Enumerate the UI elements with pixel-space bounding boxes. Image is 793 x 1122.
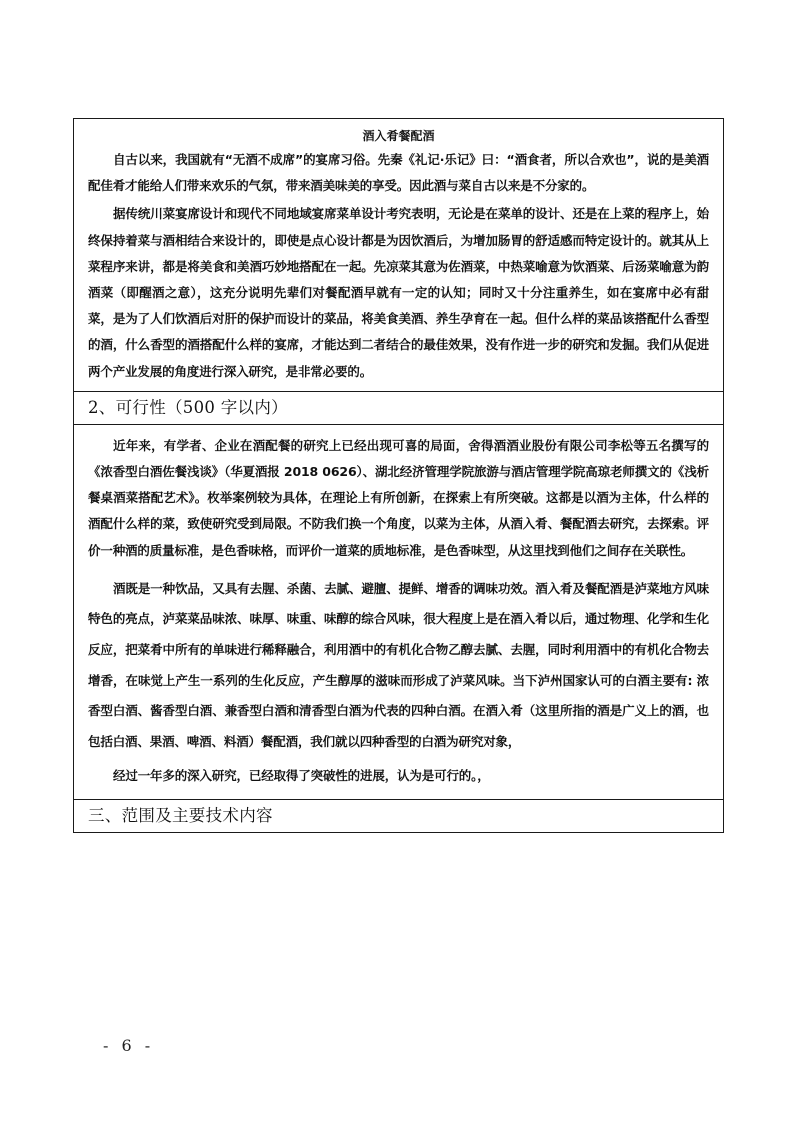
intro-paragraph-2: 据传统川菜宴席设计和现代不同地域宴席菜单设计考究表明，无论是在菜单的设计、还是在上菜的程序上，始终保持着菜与酒相结合来设计的，即使是点心设计都是为因饮酒后，为增加肠胃的舒适感而特定设计的。就其从上菜程序来讲，都是将美食和美酒巧妙地搭配在一起。先凉菜其意为佐酒菜，中热菜喻意为饮酒菜、后汤菜喻意为韵酒菜（即醒酒之意），这充分说明先辈们对餐配酒早就有一定的认知；同时又十分注重养生，如在宴席中必有甜菜，是为了人们饮酒后对肝的保护而设计的菜品，将美食美酒、养生孕育在一起。但什么样的菜品该搭配什么香型的酒，什么香型的酒搭配什么样的宴席，才能达到二者结合的最佳效果，没有作进一步的研究和发掘。我们从促进两个产业发展的角度进行深入研究，是非常必要的。	[88, 206, 709, 379]
scope-heading: 三、范围及主要技术内容	[74, 799, 723, 832]
intro-section	[74, 119, 723, 391]
page-number: - 6 -	[103, 1036, 155, 1055]
section-title: 酒入肴餐配酒	[362, 129, 435, 143]
intro-paragraph-1: 自古以来，我国就有“无酒不成席”的宴席习俗。先秦《礼记·乐记》曰：“酒食者，所以合欢也”，说的是美酒配佳肴才能给人们带来欢乐的气氛，带来酒美味美的享受。因此酒与菜自古以来是不分家的。	[88, 152, 709, 194]
feasibility-heading: 2、可行性（500 字以内）	[74, 391, 723, 424]
feasibility-section	[74, 424, 723, 800]
form-table	[73, 118, 724, 833]
feasibility-paragraph-1: 近年来，有学者、企业在酒配餐的研究上已经出现可喜的局面，舍得酒酒业股份有限公司李松等五名撰写的《浓香型白酒佐餐浅谈》（华夏酒报 2018 0626）、湖北经济管理学院旅游与酒店管理学院高琼老师撰文的《浅析餐桌酒菜搭配艺术》。枚举案例较为具体，在理论上有所创新，在探索上有所突破。这都是以酒为主体，什么样的酒配什么样的菜，致使研究受到局限。不防我们换一个角度，以菜为主体，从酒入肴、餐配酒去研究，去探索。评价一种酒的质量标准，是色香味格，而评价一道菜的质地标准，是色香味型，从这里找到他们之间存在关联性。	[88, 437, 709, 558]
feasibility-paragraph-3: 经过一年多的深入研究，已经取得了突破性的进展，认为是可行的。，	[113, 768, 490, 784]
feasibility-paragraph-2: 酒既是一种饮品，又具有去腥、杀菌、去腻、避膻、提鲜、增香的调味功效。酒入肴及餐配酒是泸菜地方风味特色的亮点，泸菜菜品味浓、味厚、味重、味醇的综合风味，很大程度上是在酒入肴以后，通过物理、化学和生化反应，把菜肴中所有的单味进行稀释融合，利用酒中的有机化合物乙醇去腻、去腥，同时利用酒中的有机化合物去增香，在味觉上产生一系列的生化反应，产生醇厚的滋味而形成了泸菜风味。当下泸州国家认可的白酒主要有: 浓香型白酒、酱香型白酒、兼香型白酒和清香型白酒为代表的四种白酒。在酒入肴（这里所指的酒是广义上的酒，也包括白酒、果酒、啤酒、料酒）餐配酒，我们就以四种香型的白酒为研究对象，	[88, 580, 709, 749]
